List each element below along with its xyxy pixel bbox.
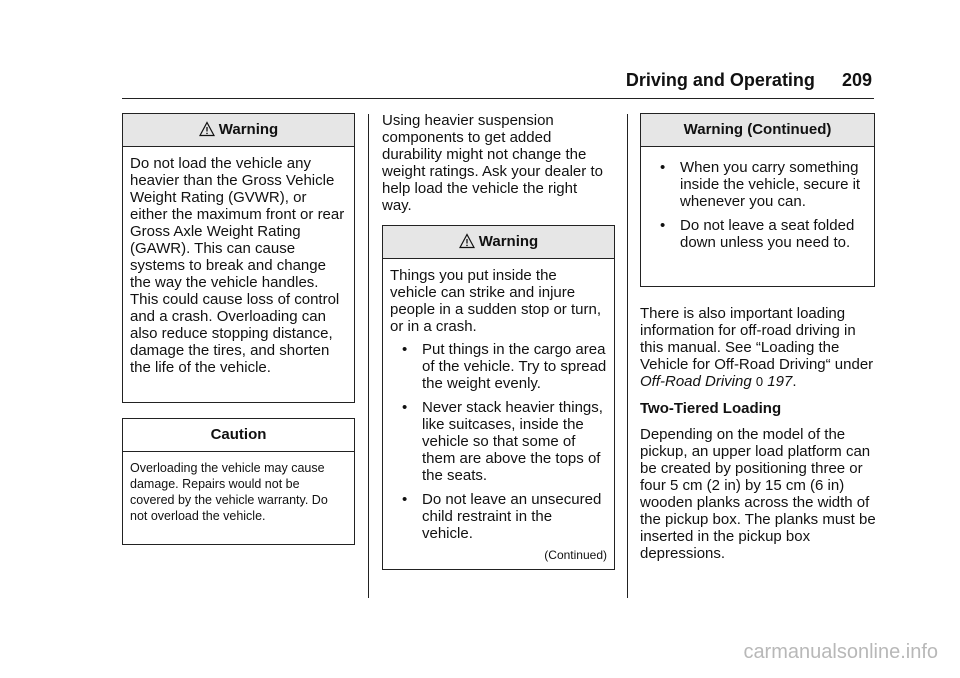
- bullet-icon: •: [402, 491, 408, 508]
- two-tier-paragraph: Depending on the model of the pickup, an upper load platform can be created by positioning three or four 5 cm (2 in) by 15 cm (6 in) wooden planks across the width of the pickup box. The planks must be inserted in the pickup box depressions.: [640, 426, 876, 562]
- warning-bullet-list: [648, 159, 867, 251]
- column-divider: [368, 114, 369, 598]
- warning-box-cargo: [382, 225, 615, 570]
- list-item: [390, 341, 607, 392]
- list-item-text: When you carry something inside the vehicle, secure it whenever you can.: [680, 159, 861, 210]
- warning-intro: Things you put inside the vehicle can strike and injure people in a sudden stop or turn, or in a crash.: [390, 267, 601, 335]
- list-item: [390, 399, 607, 484]
- list-item: [390, 491, 607, 542]
- header-rule: [122, 98, 874, 99]
- warning-box-continued: [640, 113, 875, 287]
- page-reference[interactable]: 197: [767, 373, 793, 390]
- warning-triangle-icon: [199, 121, 215, 137]
- warning-header: [123, 114, 354, 147]
- bullet-icon: •: [402, 399, 408, 416]
- caution-text: Overloading the vehicle may cause damage. Repairs would not be covered by the vehicle warranty. Do not overload the vehicle.: [130, 461, 328, 523]
- offroad-text: There is also important loading information for off-road driving in this manual. See “Loading the Vehicle for Off-Road Driving“ under: [640, 305, 874, 373]
- warning-title: Warning: [478, 233, 539, 250]
- warning-title: Warning: [218, 121, 279, 138]
- list-item-text: Do not leave an unsecured child restraint in the vehicle.: [422, 491, 602, 542]
- warning-text: Do not load the vehicle any heavier than the Gross Vehicle Weight Rating (GVWR), or either the maximum front or rear Gross Axle Weight Rating (GAWR). This can cause systems to break and change the way the vehicle handles. This could cause loss of control and a crash. Overloading can also reduce stopping distance, damage the tires, and shorten the life of the vehicle.: [130, 155, 345, 376]
- caution-box: [122, 418, 355, 545]
- warning-box-overload: [122, 113, 355, 403]
- watermark: carmanualsonline.info: [743, 641, 938, 663]
- warning-bullet-list: [390, 341, 607, 542]
- caution-header: [123, 419, 354, 452]
- offroad-paragraph: [640, 305, 876, 390]
- sentence-period: .: [792, 373, 797, 390]
- list-item: [648, 159, 867, 210]
- page-number: 209: [841, 70, 872, 90]
- list-item-text: Put things in the cargo area of the vehicle. Try to spread the weight evenly.: [422, 341, 607, 392]
- warning-header: [383, 226, 614, 259]
- list-item-text: Do not leave a seat folded down unless you need to.: [680, 217, 855, 251]
- subheading: Two-Tiered Loading: [640, 400, 782, 417]
- warning-body: [383, 259, 614, 570]
- page-header: [626, 70, 872, 91]
- bullet-icon: •: [660, 217, 666, 234]
- list-item-text: Never stack heavier things, like suitcases, inside the vehicle so that some of them are above the tops of the seats.: [422, 399, 603, 484]
- suspension-paragraph: Using heavier suspension components to get added durability might not change the weight ratings. Ask your dealer to help load the vehicle the right way.: [382, 112, 603, 214]
- column-divider: [627, 114, 628, 598]
- page-ref-arrow-icon: 0: [755, 374, 764, 389]
- caution-title: Caution: [210, 426, 267, 443]
- warning-body: [641, 147, 874, 264]
- warning-triangle-icon: [459, 233, 475, 249]
- right-text-block: [640, 305, 876, 562]
- warning-title: Warning (Continued): [683, 121, 832, 138]
- bullet-icon: •: [402, 341, 408, 358]
- continued-label: (Continued): [544, 548, 607, 562]
- list-item: [648, 217, 867, 251]
- warning-header: [641, 114, 874, 147]
- offroad-reference[interactable]: Off-Road Driving: [640, 373, 752, 390]
- section-title: Driving and Operating: [625, 70, 815, 90]
- bullet-icon: •: [660, 159, 666, 176]
